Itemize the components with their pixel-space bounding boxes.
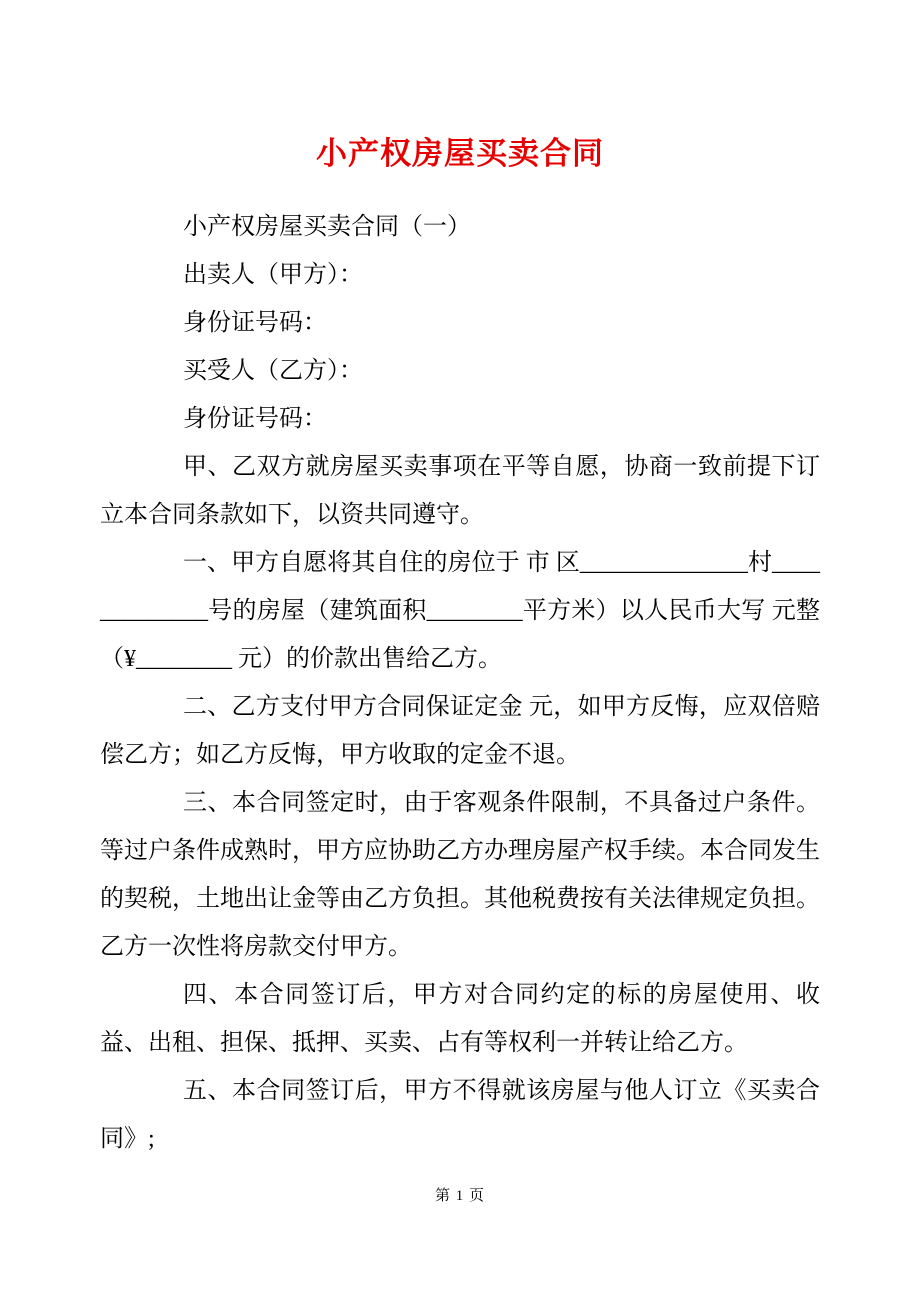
paragraph: 四、本合同签订后，甲方对合同约定的标的房屋使用、收益、出租、担保、抵押、买卖、占有等权利一并转让给乙方。 bbox=[100, 982, 820, 1056]
document-title: 小产权房屋买卖合同 bbox=[316, 136, 604, 171]
paragraph: 三、本合同签定时，由于客观条件限制，不具备过户条件。等过户条件成熟时，甲方应协助乙方办理房屋产权手续。本合同发生的契税，土地出让金等由乙方负担。其他税费按有关法律规定负担。乙方一次性将房款交付甲方。 bbox=[100, 790, 820, 960]
paragraph: 身份证号码： bbox=[183, 406, 327, 432]
document-body bbox=[0, 174, 920, 1163]
paragraph: 二、乙方支付甲方合同保证定金 元，如甲方反悔，应双倍赔偿乙方；如乙方反悔，甲方收取的定金不退。 bbox=[100, 694, 820, 768]
page-number-footer: 第 1 页 bbox=[434, 1188, 485, 1204]
paragraph: 五、本合同签订后，甲方不得就该房屋与他人订立《买卖合同》; bbox=[100, 1078, 820, 1152]
paragraph: 买受人（乙方）： bbox=[183, 358, 363, 384]
paragraph: 小产权房屋买卖合同（一） bbox=[183, 214, 471, 240]
paragraph: 甲、乙双方就房屋买卖事项在平等自愿，协商一致前提下订立本合同条款如下，以资共同遵守。 bbox=[100, 454, 820, 528]
paragraph: 出卖人（甲方）： bbox=[183, 262, 363, 288]
paragraph: 身份证号码： bbox=[183, 310, 327, 336]
paragraph: 一、甲方自愿将其自住的房位于 市 区______________村_____________号的房屋（建筑面积________平方米）以人民币大写 元整（¥________ 元）的价款出售给乙方。 bbox=[100, 550, 820, 672]
